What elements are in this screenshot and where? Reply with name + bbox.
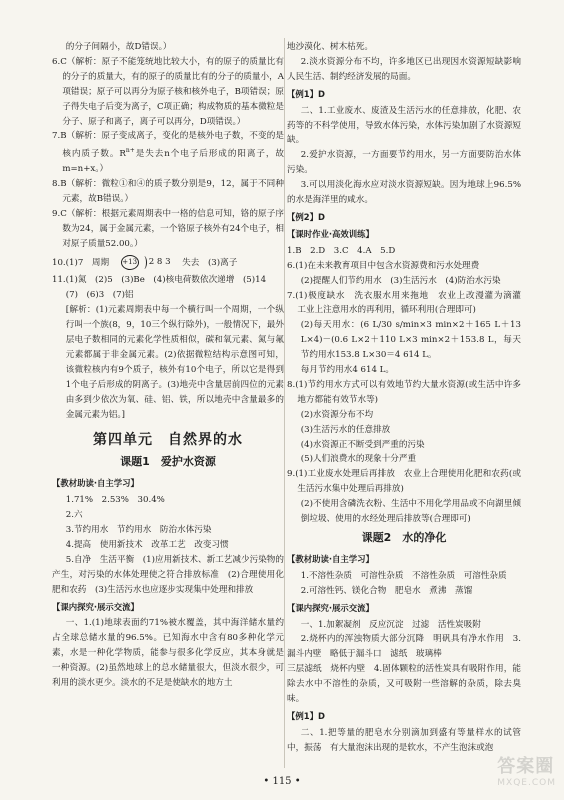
lesson-1-title: 课题1 爱护水资源 [120,455,216,469]
answer-10-pre: 10.(1)7 周期 [52,257,118,268]
section-self-study-2: 【教材助读·自主学习】 [287,553,374,564]
page-number: • 115 • [263,776,301,787]
answer-7-text: 7.B（解析：原子变成离子，变化的是核外电子数，不变的是核内质子数。R [52,131,284,160]
explore-2-1: 二、1.工业废水、废渣及生活污水的任意排放，化肥、农药等的不科学使用，导致水体污染，水体污染加剧了水资源短缺。 [287,105,521,146]
watermark-text: 答案圈 [497,756,555,777]
explore-2-step-1: 一、1.加絮凝剂 反应沉淀 过滤 活性炭吸附 [300,619,481,630]
right-column [287,40,530,756]
answer-11: 11.(1)氮 (2)5 (3)Be (4)核电荷数依次递增 (5)14 [52,275,267,286]
answer-11b: (7) (6)3 (7)铝 [65,290,134,301]
answer-9: 9.C（解析：根据元素周期表中一格的信息可知，铬的原子序数为24，属于金属元素，一个铬原子核外有24个电子，相对原子质量52.00。） [52,208,284,249]
explore-2-2: 2.爱护水资源，一方面要节约用水，另一方面要防治水体污染。 [287,150,521,176]
electron-shell-arc [141,256,147,269]
homework-8d: (4)水资源正不断受到严重的污染 [300,439,425,450]
explore-2-3: 3.可以用淡化海水应对淡水资源短缺。因为地球上96.5%的水是海洋里的咸水。 [287,180,521,206]
homework-6: 6.(1)在未来教育项目中包含水资源费和污水处理费 [287,260,480,271]
homework-7: 7.(1)极度缺水 洗衣服水用来拖地 农业上改漫灌为滴灌 工业上注意用水的再利用，循环利用(合理即可) [287,290,530,316]
left-column [52,40,284,691]
analysis-11: [解析：(1)元素周期表中每一个横行叫一个周期，一个纵行叫一个族(8，9，10三个纵行除外)，一般情况下，最外层电子数相同的元素化学性质相似，碳和氧元素、氮与氟元素都属于非金属元素。(2)依据微粒结构示意图可知，该微粒核内有9个质子，核外有10个电子，所以它是得到1个电子后形成的阴离子。(3)地壳中含量居前四位的元素由多到少依次为氧、硅、铝、铁，所以地壳中含量最多的金属元素为铝。] [65,305,284,420]
explore-1: 一、1.(1)地球表面约71%被水覆盖，其中海洋储水量约占全球总储水量的96.5%。已知海水中含有80多种化学元素，水是一种化学物质，能参与很多化学反应，其本身就是一种资源。(2)虽然地球上的总水储量很大，但淡水很少，可利用的淡水更少。淡水的不足是使缺水的地方土 [52,618,284,689]
answer-6: 6.C（解析：原子不能笼统地比较大小，有的原子的质量比有的分子的质量大，有的原子的质量比有的分子的质量小，A项错误；原子可以再分为原子核和核外电子，B项错误；原子得失电子后变为离子，C项正确；构成物质的基本微粒是分子、原子和离子，离子可以再分，D项错误。） [52,56,284,127]
answer-8: 8.B（解析：微粒①和④的质子数分别是9，12，属于不同种元素，故B错误。） [52,179,284,204]
self-study-5: 5.自净 生活平衡 (1)应用新技术、新工艺减少污染物的产生，对污染的水体处理使之符合排放标准 (2)合理使用化肥和农药 (3)生活污水也应逐步实现集中处理和排放 [52,554,284,595]
atom-structure-diagram [121,255,171,270]
watermark-url: MXQE.COM [497,778,556,788]
section-explore-2: 【课内探究·展示交流】 [287,602,374,613]
atom-nucleus: +13 [121,255,139,270]
self-study-2-2: 2.可溶性钙、镁化合物 肥皂水 煮沸 蒸馏 [300,585,473,596]
explore-2-step-2: 2.烧杯内的浑浊物质大部分沉降 明矾具有净水作用 3.漏斗内壁 略低于漏斗口 滤纸 玻璃棒 [287,634,521,660]
example-3: 【例1】D [287,710,325,721]
column-divider [284,38,285,768]
explore-2-step-3: 三层滤纸 烧杯内壁 4.固体颗粒的活性炭具有吸附作用，能除去水中不溶性的杂质，又可吸附一些溶解的杂质，除去臭味。 [287,664,521,705]
section-explore: 【课内探究·展示交流】 [52,601,139,612]
answer-7-sup: n+ [125,147,135,155]
self-study-3: 3.节约用水 节约用水 防治水体污染 [65,525,212,536]
answer-10 [52,255,284,271]
example-2: 【例2】D [287,211,325,222]
answer-7-text-b: 是失去n个电子后形成的阳离子，故m=n+x。） [62,149,284,175]
section-homework: 【课时作业·高效训练】 [287,228,374,239]
homework-8c: (3)生活污水的任意排放 [300,424,391,435]
explore-2-hardness: 二、1.把等量的肥皂水分别滴加到盛有等量样水的试管中，振荡 有大量泡沫出现的是软水，不产生泡沫或泡 [287,727,521,753]
self-study-1: 1.71% 2.53% 30.4% [65,495,165,506]
homework-8: 8.(1)节约用水方式可以有效地节约大量水资源(或生活中许多地方都能有效节水等) [287,379,521,405]
explore-1-cont: 地沙漠化、树木枯死。 [287,42,373,52]
homework-9: 9.(1)工业废水处理后再排放 农业上合理使用化肥和农药(或生活污水集中处理后再排放) [287,469,521,495]
homework-7c: 每月节约用水4 614 L。 [300,365,394,376]
explore-2: 2.淡水资源分布不均，许多地区已出现因水资源短缺影响人民生活、制约经济发展的局面。 [287,56,521,82]
self-study-4: 4.提高 使用新技术 改革工艺 改变习惯 [65,539,229,550]
answer-7 [52,129,284,177]
lesson-2-title: 课题2 水的净化 [361,531,447,544]
homework-8b: (2)水资源分布不均 [300,409,374,420]
answer-line: 的分子间隔小，故D错误。） [65,42,172,52]
homework-9b: (2)不使用含磷洗衣粉、生活中不用化学用品或不向湖里倾倒垃圾、使用的水经处理后排放等(合理即可) [300,499,521,525]
homework-6b: (2)提醒人们节约用水 (3)生活污水 (4)防治水污染 [300,275,501,286]
answer-10-post: 失去 (3)离子 [173,257,238,268]
homework-7b: (2)每天用水：(6 L/30 s/min×3 min×2＋165 L＋13 L×4)－(0.6 L×2＋110 L×3 min×2＋153.8 L，每天节约用水153.8 L×30＝4 614 L。 [300,320,521,361]
section-self-study: 【教材助读·自主学习】 [52,478,139,489]
unit-title: 第四单元 自然界的水 [93,431,243,448]
example-1: 【例1】D [287,88,325,99]
self-study-2: 2.六 [65,510,83,521]
self-study-2-1: 1.不溶性杂质 可溶性杂质 不溶性杂质 可溶性杂质 [300,570,507,581]
electron-shells: 2 8 3 [148,256,171,267]
homework-8e: (5)人们浪费水的现象十分严重 [300,454,417,465]
site-watermark [497,752,556,788]
homework-1-5: 1.B 2.D 3.C 4.A 5.D [287,245,396,256]
